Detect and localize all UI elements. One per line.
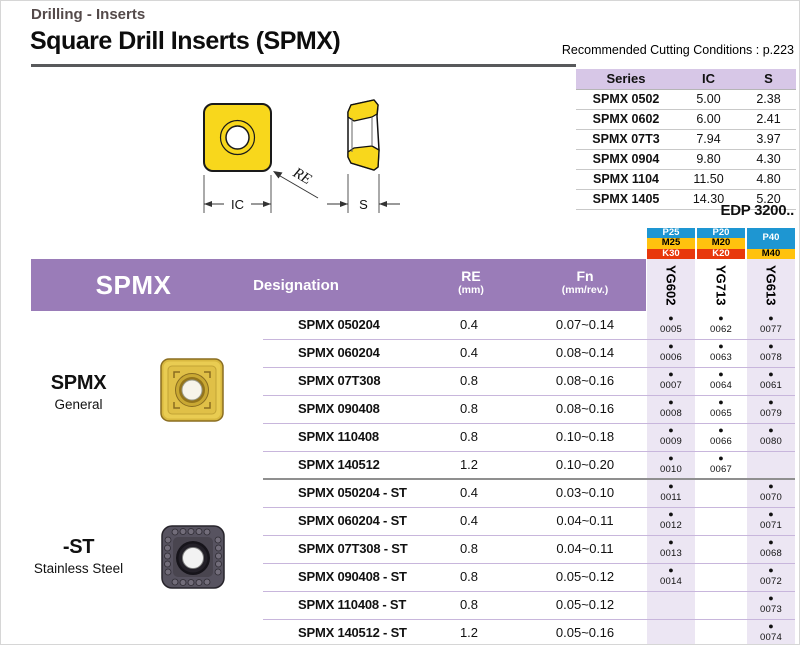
re-value: 0.4 <box>459 317 479 332</box>
edp-cell <box>647 507 695 535</box>
grade-chip-p20: P20 <box>697 228 745 238</box>
edp-number: 0067 <box>710 464 732 475</box>
series-name: SPMX 1104 <box>592 172 659 186</box>
edp-cell <box>747 311 795 339</box>
grade-chip-m25: M25 <box>647 238 695 248</box>
grade-chip-m40: M40 <box>747 249 795 259</box>
series-row <box>576 110 796 130</box>
series-name: SPMX 0602 <box>592 112 660 126</box>
series-s-value: 4.80 <box>756 172 781 186</box>
edp-cell <box>647 311 695 339</box>
series-table <box>576 69 796 210</box>
edp-cell <box>647 423 695 451</box>
fn-value: 0.10~0.18 <box>555 429 615 444</box>
series-ic-value: 7.94 <box>696 132 721 146</box>
re-value: 0.8 <box>459 569 479 584</box>
edp-cell <box>747 507 795 535</box>
edp-number: 0012 <box>660 520 682 531</box>
edp-cell <box>697 423 745 451</box>
series-ic-value: 11.50 <box>693 172 724 186</box>
series-name: SPMX 0502 <box>592 92 660 106</box>
fn-value: 0.03~0.10 <box>555 485 615 500</box>
edp-cell <box>647 535 695 563</box>
series-s-value: 2.38 <box>756 92 781 106</box>
availability-dot: ● <box>768 397 774 407</box>
designation: SPMX 090408 <box>298 401 380 416</box>
edp-number: 0013 <box>660 548 682 559</box>
availability-dot: ● <box>768 369 774 379</box>
series-row <box>576 170 796 190</box>
availability-dot: ● <box>668 313 674 323</box>
edp-cell <box>747 339 795 367</box>
main-table-header <box>31 259 646 311</box>
designation: SPMX 07T308 - ST <box>298 541 408 556</box>
series-s-value: 5.20 <box>756 192 781 206</box>
series-header-series: Series <box>606 71 646 86</box>
re-value: 0.8 <box>459 373 479 388</box>
dim-label-re: RE <box>290 165 314 189</box>
group-subtitle: Stainless Steel <box>33 561 124 576</box>
fn-value: 0.10~0.20 <box>555 457 615 472</box>
edp-cell <box>697 395 745 423</box>
edp-number: 0063 <box>710 352 732 363</box>
breadcrumb: Drilling - Inserts <box>31 6 146 23</box>
designation: SPMX 060204 <box>298 345 380 360</box>
edp-cell <box>747 479 795 507</box>
group-separator <box>263 478 795 480</box>
availability-dot: ● <box>768 341 774 351</box>
availability-dot: ● <box>768 509 774 519</box>
re-value: 0.8 <box>459 597 479 612</box>
edp-number: 0062 <box>710 324 732 335</box>
availability-dot: ● <box>668 565 674 575</box>
edp-number: 0073 <box>760 604 782 615</box>
edp-number: 0078 <box>760 352 782 363</box>
series-name: SPMX 1405 <box>592 192 660 206</box>
edp-cell <box>647 339 695 367</box>
main-table-title: SPMX <box>95 270 172 300</box>
designation: SPMX 140512 - ST <box>298 625 407 640</box>
group-label-stainless <box>31 536 126 577</box>
title-rule <box>31 64 576 67</box>
availability-dot: ● <box>668 341 674 351</box>
edp-cell <box>647 367 695 395</box>
group-name: -ST <box>62 536 95 558</box>
edp-number: 0077 <box>760 324 782 335</box>
availability-dot: ● <box>768 537 774 547</box>
availability-dot: ● <box>668 481 674 491</box>
edp-number: 0061 <box>760 380 782 391</box>
grade-chip-p40: P40 <box>747 228 795 249</box>
availability-dot: ● <box>718 369 724 379</box>
availability-dot: ● <box>668 453 674 463</box>
edp-number: 0066 <box>710 436 732 447</box>
grade-chip-k20: K20 <box>697 249 745 259</box>
series-s-value: 2.41 <box>756 112 781 126</box>
series-row <box>576 90 796 110</box>
designation: SPMX 050204 - ST <box>298 485 407 500</box>
availability-dot: ● <box>668 397 674 407</box>
fn-value: 0.07~0.14 <box>555 317 615 332</box>
re-value: 0.8 <box>459 541 479 556</box>
designation: SPMX 050204 <box>298 317 380 332</box>
group-name: SPMX <box>50 372 107 394</box>
edp-number: 0071 <box>760 520 782 531</box>
designation: SPMX 07T308 <box>298 373 381 388</box>
dim-label-s: S <box>359 197 368 212</box>
designation: SPMX 060204 - ST <box>298 513 407 528</box>
edp-cell <box>697 311 745 339</box>
edp-cell <box>697 367 745 395</box>
grade-name-cell <box>747 259 795 311</box>
grade-name-label: YG713 <box>713 264 729 306</box>
edp-cell <box>697 339 745 367</box>
edp-cell <box>647 563 695 591</box>
fn-value: 0.08~0.16 <box>555 401 615 416</box>
fn-value: 0.05~0.16 <box>555 625 615 640</box>
group-subtitle: General <box>54 397 103 412</box>
cutting-conditions-note: Recommended Cutting Conditions : p.223 <box>561 43 794 57</box>
re-value: 1.2 <box>459 457 479 472</box>
designation: SPMX 110408 - ST <box>298 597 407 612</box>
edp-number: 0070 <box>760 492 782 503</box>
availability-dot: ● <box>768 425 774 435</box>
edp-number: 0079 <box>760 408 782 419</box>
fn-value: 0.08~0.14 <box>555 345 615 360</box>
column-header-designation: Designation <box>253 277 339 294</box>
insert-photo-stainless <box>159 521 227 593</box>
series-header-ic: IC <box>702 71 715 86</box>
fn-value: 0.04~0.11 <box>556 541 614 556</box>
column-header-fn: Fn (mm/rev.) <box>561 268 609 296</box>
availability-dot: ● <box>668 537 674 547</box>
insert-hole <box>226 126 249 149</box>
edp-cell <box>747 535 795 563</box>
re-value: 0.4 <box>459 513 479 528</box>
series-name: SPMX 0904 <box>592 152 660 166</box>
availability-dot: ● <box>718 341 724 351</box>
grade-chip-p25: P25 <box>647 228 695 238</box>
edp-number: 0006 <box>660 352 682 363</box>
availability-dot: ● <box>768 593 774 603</box>
edp-number: 0010 <box>660 464 682 475</box>
series-ic-value: 6.00 <box>696 112 721 126</box>
insert-technical-drawing <box>151 86 411 221</box>
edp-number: 0005 <box>660 324 682 335</box>
edp-number: 0064 <box>710 380 732 391</box>
grade-chip-m20: M20 <box>697 238 745 248</box>
availability-dot: ● <box>768 481 774 491</box>
series-header-s: S <box>764 71 773 86</box>
edp-cell <box>647 479 695 507</box>
grade-name-label: YG613 <box>763 264 779 306</box>
fn-value: 0.05~0.12 <box>555 569 615 584</box>
dim-label-ic: IC <box>231 197 244 212</box>
series-row <box>576 130 796 150</box>
series-table-body <box>576 90 796 210</box>
series-row <box>576 150 796 170</box>
edp-number: 0068 <box>760 548 782 559</box>
edp-cell <box>647 451 695 479</box>
fn-value: 0.05~0.12 <box>555 597 615 612</box>
series-name: SPMX 07T3 <box>592 132 660 146</box>
group-label-general <box>31 372 126 413</box>
designation: SPMX 110408 <box>298 429 379 444</box>
re-value: 1.2 <box>459 625 479 640</box>
edp-cell <box>747 367 795 395</box>
series-ic-value: 9.80 <box>696 152 721 166</box>
availability-dot: ● <box>718 313 724 323</box>
edp-note: EDP 3200.. <box>720 202 794 219</box>
designation: SPMX 140512 <box>298 457 380 472</box>
edp-number: 0009 <box>660 436 682 447</box>
series-ic-value: 14.30 <box>692 192 725 206</box>
fn-value: 0.04~0.11 <box>556 513 614 528</box>
fn-value: 0.08~0.16 <box>555 373 615 388</box>
edp-number: 0007 <box>660 380 682 391</box>
designation: SPMX 090408 - ST <box>298 569 407 584</box>
series-s-value: 3.97 <box>756 132 781 146</box>
availability-dot: ● <box>768 313 774 323</box>
edp-number: 0014 <box>660 576 682 587</box>
edp-cell <box>747 563 795 591</box>
edp-cell <box>747 619 795 645</box>
column-header-re: RE (mm) <box>458 268 484 296</box>
availability-dot: ● <box>668 425 674 435</box>
series-s-value: 4.30 <box>756 152 781 166</box>
edp-cell <box>747 591 795 619</box>
re-value: 0.8 <box>459 401 479 416</box>
availability-dot: ● <box>668 369 674 379</box>
availability-dot: ● <box>768 565 774 575</box>
series-table-header <box>576 69 796 90</box>
edp-cell <box>747 395 795 423</box>
edp-number: 0072 <box>760 576 782 587</box>
availability-dot: ● <box>718 453 724 463</box>
availability-dot: ● <box>718 397 724 407</box>
insert-photo-general <box>159 356 225 424</box>
edp-cell <box>697 451 745 479</box>
re-value: 0.8 <box>459 429 479 444</box>
grade-name-cell <box>697 259 745 311</box>
edp-number: 0008 <box>660 408 682 419</box>
series-ic-value: 5.00 <box>696 92 721 106</box>
availability-dot: ● <box>718 425 724 435</box>
edp-number: 0074 <box>760 632 782 643</box>
edp-number: 0080 <box>760 436 782 447</box>
re-value: 0.4 <box>459 485 479 500</box>
edp-cell <box>747 423 795 451</box>
edp-number: 0065 <box>710 408 732 419</box>
grade-name-cell <box>647 259 695 311</box>
edp-cell <box>647 395 695 423</box>
page-title: Square Drill Inserts (SPMX) <box>30 27 341 55</box>
edp-number: 0011 <box>660 492 682 503</box>
grade-chip-k30: K30 <box>647 249 695 259</box>
re-value: 0.4 <box>459 345 479 360</box>
availability-dot: ● <box>668 509 674 519</box>
grade-name-label: YG602 <box>663 264 679 306</box>
availability-dot: ● <box>768 621 774 631</box>
